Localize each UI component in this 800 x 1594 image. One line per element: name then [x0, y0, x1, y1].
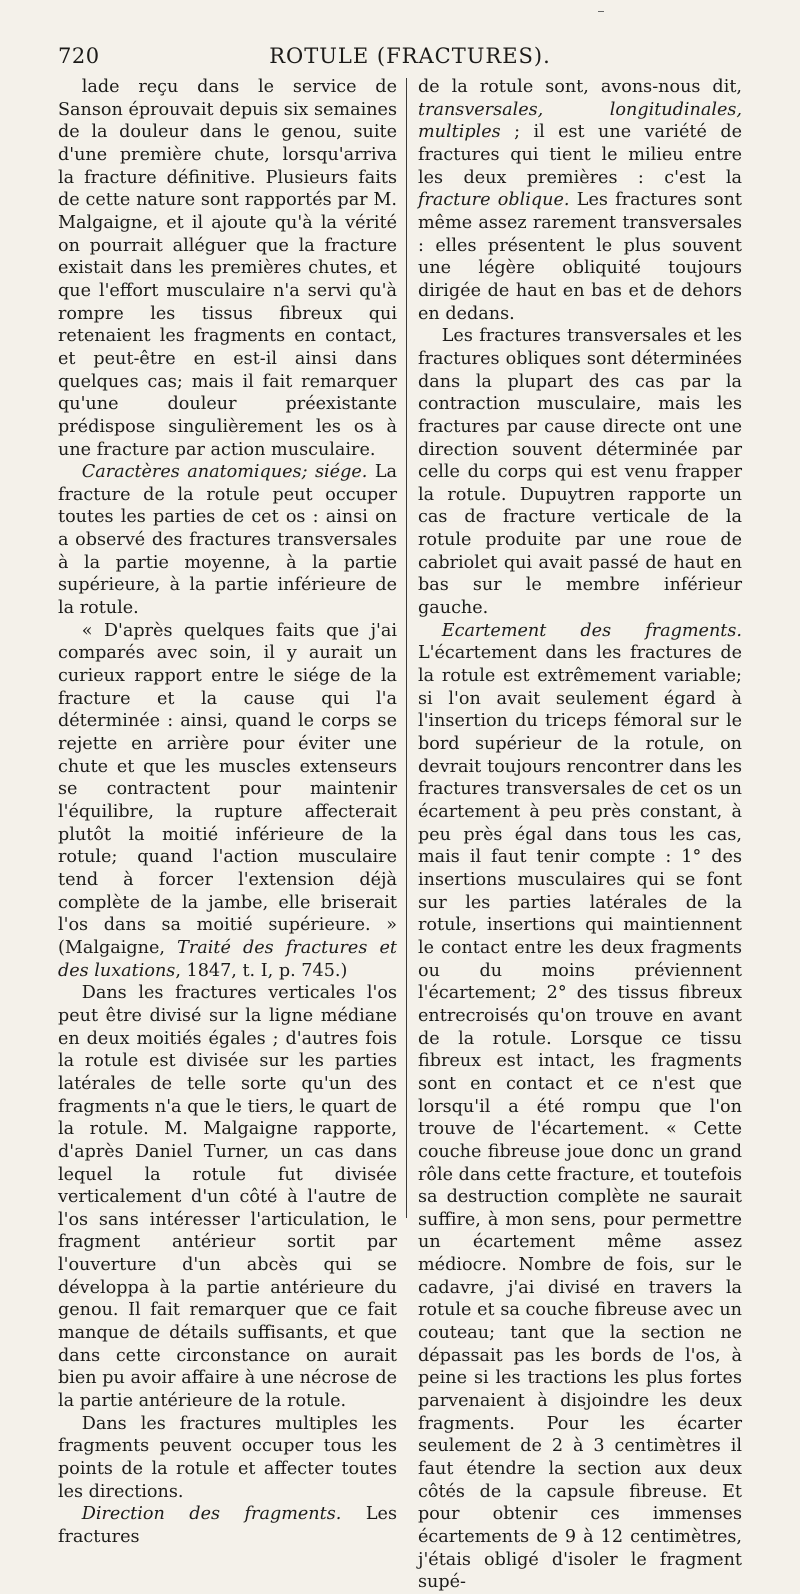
paragraph: [58, 982, 397, 1412]
page-header: [58, 44, 762, 72]
text-run: de la rotule sont, avons-nous dit,: [418, 77, 742, 97]
text-run: , 1847, t. I, p. 745.): [175, 960, 348, 981]
text-run: Dans les fractures verticales l'os peut être divisé sur la ligne médiane en deux moitiés égales ; d'autres fois la rotule est divisée sur les parties latérales de telle sorte qu'un des fragments n'a que le tiers, le quart de la rotule. M. Malgaigne rapporte, d'après Daniel Turner, un cas dans lequel la rotule fut divisée verticalement d'un côté à l'autre de l'os sans intéresser l'articulation, le fragment antérieur sortit par l'ouverture d'un abcès qui se développa à la partie antérieure du genou. Il fait remarquer que ce fait manque de détails suffisants, et que dans cette circonstance on aurait bien pu avoir affaire à une nécrose de la partie antérieure de la rotule.: [58, 983, 397, 1412]
paragraph: [418, 76, 742, 325]
page-number: 720: [58, 44, 100, 68]
paragraph: [58, 1503, 397, 1548]
text-run: lade reçu dans le service de Sanson éprouvait depuis six semaines de la douleur dans le genou, suite d'une première chute, lorsqu'arriva la fracture définitive. Plusieurs faits de cette nature sont rapportés par M. Malgaigne, et il ajoute qu'à la vérité on pourrait alléguer que la fracture existait dans les premières chutes, et que l'effort musculaire n'a servi qu'à rompre les tissus fibreux qui retenaient les fragments en contact, et peut-être en est-il ainsi dans quelques cas; mais il fait remarquer qu'une douleur préexistante prédispose singulièrement les os à une fracture par action musculaire.: [58, 77, 397, 460]
paragraph: [58, 620, 397, 983]
paragraph: [58, 1413, 397, 1504]
text-run: Les fractures: [58, 1504, 397, 1547]
running-title: ROTULE (FRACTURES).: [269, 44, 551, 68]
text-run: Les fractures transversales et les fractures obliques sont déterminées dans la plupart des cas par la contraction musculaire, mais les fractures par cause directe ont une direction souvent déterminée par celle du corps qui est venu frapper la rotule. Dupuytren rapporte un cas de fracture verticale de la rotule produite par une roue de cabriolet qui avait passé de haut en bas sur le membre inférieur gauche.: [418, 326, 742, 619]
text-run: « D'après quelques faits que j'ai comparés avec soin, il y aurait un curieux rapport entre le siége de la fracture et la cause qui l'a déterminée : ainsi, quand le corps se rejette en arrière pour éviter une chute et que les muscles extenseurs se contractent pour maintenir l'équilibre, la rupture affecterait plutôt la moitié inférieure de la rotule; quand l'action musculaire tend à forcer l'extension déjà complète de la jambe, elle briserait l'os dans sa moitié supérieure. » (Malgaigne,: [58, 620, 397, 958]
italic-run: Direction des fragments.: [81, 1504, 342, 1525]
text-run: Les fractures sont même assez rarement transversales : elles présentent le plus souvent une légère obliquité toujours dirigée de haut en bas et de dehors en dedans.: [418, 190, 742, 324]
italic-run: Ecartement des fragments.: [441, 620, 742, 641]
right-text-column: [418, 76, 742, 1594]
paragraph: [418, 325, 742, 620]
paragraph: [58, 461, 397, 620]
italic-run: fracture oblique.: [418, 190, 570, 211]
text-run: Dans les fractures multiples les fragments peuvent occuper tous les points de la rotule et affecter toutes les directions.: [58, 1413, 397, 1502]
text-run: L'écartement dans les fractures de la rotule est extrêmement variable; si l'on avait seulement égard à l'insertion du triceps fémoral sur le bord supérieur de la rotule, on devrait toujours rencontrer dans les fractures transversales de cet os un écartement à peu près constant, à peu près égal dans tous les cas, mais il faut tenir compte : 1° des insertions musculaires qui se font sur les parties latérales de la rotule, insertions qui maintiennent le contact entre les deux fragments ou du moins préviennent l'écartement; 2° des tissus fibreux entrecroisés qu'on trouve en avant de la rotule. Lorsque ce tissu fibreux est intact, les fragments sont en contact et ce n'est que lorsqu'il a été rompu que l'on trouve de l'écartement. « Cette couche fibreuse joue donc un grand rôle dans cette fracture, et toutefois sa destruction complète ne saurait suffire, à mon sens, pour permettre un écartement même assez médiocre. Nombre de fois, sur le cadavre, j'ai divisé en travers la rotule et sa couche fibreuse avec un couteau; tant que la section ne dépassait pas les bords de l'os, à peine si les tractions les plus fortes parvenaient à disjoindre les deux fragments. Pour les écarter seulement de 2 à 3 centimètres il faut étendre la section aux deux côtés de la capsule fibreuse. Et pour obtenir ces immenses écartements de 9 à 12 centimètres, j'étais obligé d'isoler le fragment supé-: [418, 643, 742, 1593]
paragraph: [418, 620, 742, 1594]
left-text-column: [58, 76, 397, 1549]
text-run: La fracture de la rotule peut occuper toutes les parties de cet os : ainsi on a observé des fractures transversales à la partie moyenne, à la partie supérieure, à la partie inférieure de la rotule.: [58, 462, 397, 619]
text-run: ; il est une variété de fractures qui tient le milieu entre les deux premières : c'est la: [418, 122, 742, 188]
column-divider: [406, 78, 407, 1218]
italic-run: Traité des fractures et des luxations: [58, 937, 397, 981]
italic-run: transversales, longitudinales, multiples: [418, 99, 742, 143]
print-mark: [598, 11, 604, 12]
italic-run: Caractères anatomiques; siége.: [81, 462, 368, 483]
paragraph: [58, 76, 397, 461]
